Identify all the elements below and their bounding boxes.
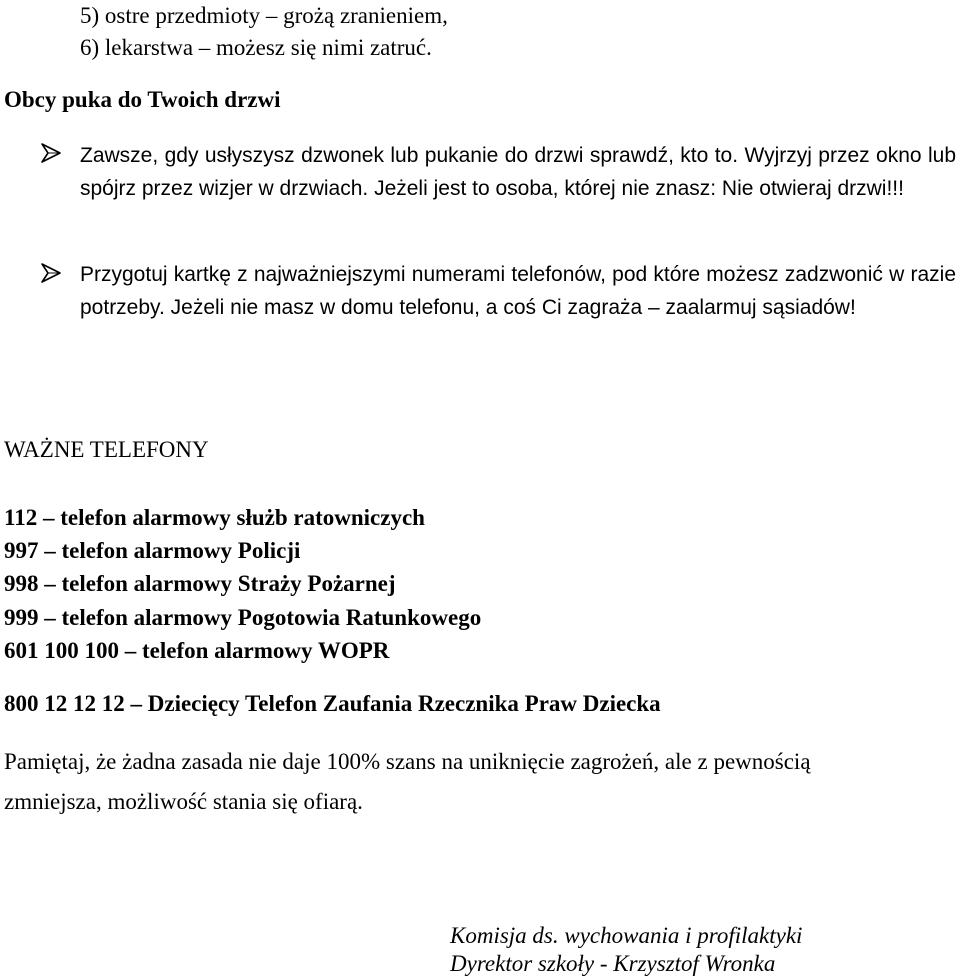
- phone-line: 112 – telefon alarmowy służb ratowniczych: [4, 505, 425, 530]
- phone-line: 997 – telefon alarmowy Policji: [4, 538, 301, 563]
- section-heading: Obcy puka do Twoich drzwi: [4, 87, 281, 112]
- signature-commission: Komisja ds. wychowania i profilaktyki: [450, 923, 803, 948]
- signature-director: Dyrektor szkoły - Krzysztof Wronka: [450, 951, 776, 976]
- list-item-6: 6) lekarstwa – możesz się nimi zatruć.: [80, 35, 432, 60]
- phone-line: 999 – telefon alarmowy Pogotowia Ratunkowego: [4, 605, 482, 630]
- phones-heading: WAŻNE TELEFONY: [4, 437, 209, 462]
- list-item-5: 5) ostre przedmioty – grożą zranieniem,: [80, 3, 448, 28]
- bullet-paragraph: Przygotuj kartkę z najważniejszymi numerami telefonów, pod które możesz zadzwonić w razie potrzeby. Jeżeli nie masz w domu telefonu, a coś Ci zagraża – zaalarmuj sąsiadów!: [80, 263, 956, 319]
- closing-paragraph: Pamiętaj, że żadna zasada nie daje 100% szans na uniknięcie zagrożeń, ale z pewnością zmniejsza, możliwość stania się ofiarą.: [4, 749, 811, 814]
- arrowhead-bullet-icon: [40, 142, 62, 164]
- bullet-paragraph: Zawsze, gdy usłyszysz dzwonek lub pukanie do drzwi sprawdź, kto to. Wyjrzyj przez okno lub spójrz przez wizjer w drzwiach. Jeżeli jest to osoba, której nie znasz: Nie otwieraj drzwi!!!: [80, 144, 956, 200]
- phone-line: 601 100 100 – telefon alarmowy WOPR: [4, 638, 390, 663]
- child-helpline: 800 12 12 12 – Dziecięcy Telefon Zaufania Rzecznika Praw Dziecka: [4, 691, 661, 716]
- arrowhead-bullet-icon: [40, 262, 62, 284]
- phone-line: 998 – telefon alarmowy Straży Pożarnej: [4, 571, 396, 596]
